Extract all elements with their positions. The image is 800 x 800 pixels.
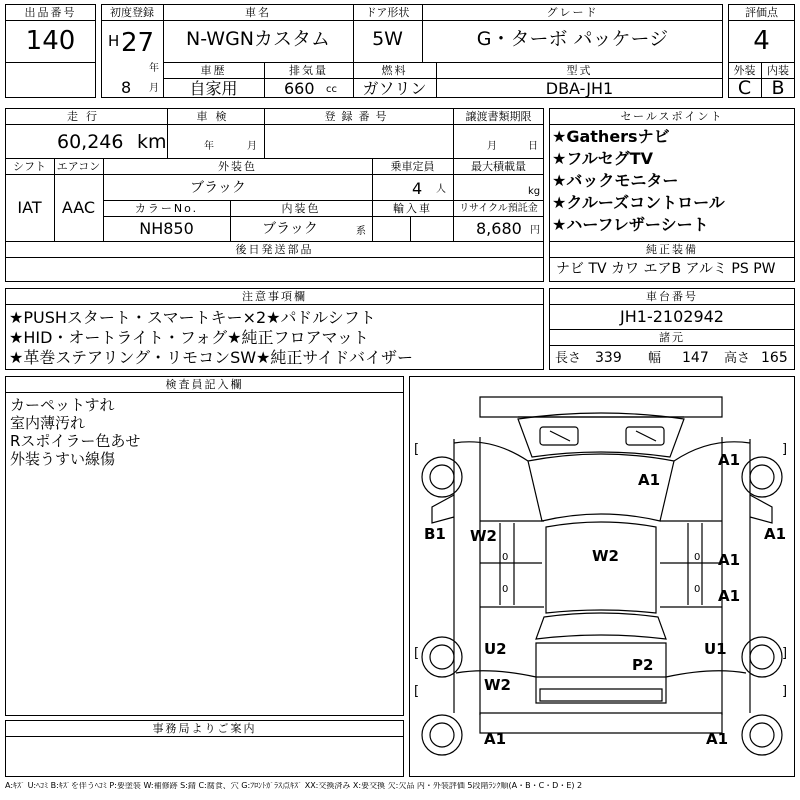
transfer-label: 譲渡書類期限 [465, 110, 532, 123]
sales-points-label: セールスポイント [620, 110, 724, 123]
damage-mark: A1 [764, 525, 787, 543]
ext-grade-label: 外装 [733, 64, 756, 77]
equipment-list: ナビ TV カワ エアB アルミ PS PW [556, 261, 776, 277]
color-no: NH850 [139, 219, 194, 238]
inspector-line: 室内薄汚れ [10, 414, 86, 432]
mileage-label: 走行 [67, 110, 105, 123]
color-no-label: カラーNo. [134, 202, 199, 215]
bracket: ] [782, 646, 788, 661]
int-grade: B [771, 77, 785, 99]
width-value: 147 [682, 350, 709, 366]
height-label: 高さ [724, 351, 751, 366]
inspector-line: カーペットすれ [10, 396, 115, 414]
cc-value: 660 [284, 79, 315, 98]
damage-mark: A1 [718, 451, 741, 469]
sales-point: ★Gathersナビ [552, 127, 670, 146]
damage-mark: A1 [706, 730, 729, 748]
damage-mark: W2 [592, 547, 619, 565]
length-value: 339 [595, 350, 622, 366]
ac: AAC [61, 198, 96, 217]
load-label: 最大積載量 [471, 160, 526, 173]
model-label: 型式 [566, 64, 593, 77]
damage-mark: U2 [484, 640, 507, 658]
height-value: 165 [761, 350, 788, 366]
panel-zero: 0 [694, 552, 701, 563]
regno-label: 登録番号 [324, 110, 393, 123]
capacity-unit: 人 [436, 184, 446, 195]
bracket: [ [414, 646, 420, 661]
panel-zero: 0 [502, 584, 509, 595]
notes-label: 注意事項欄 [242, 290, 307, 303]
sales-point: ★フルセグTV [552, 149, 654, 168]
chassis-label: 車台番号 [646, 290, 698, 303]
note-line: ★HID・オートライト・フォグ★純正フロアマット [9, 328, 369, 347]
exterior-color: ブラック [190, 180, 246, 196]
reg-label: 初度登録 [110, 6, 154, 19]
grade-label: グレード [546, 6, 599, 19]
note-line: ★PUSHスタート・スマートキー×2★パドルシフト [9, 308, 376, 327]
interior-color-label: 内装色 [281, 202, 321, 215]
exterior-color-label: 外装色 [218, 160, 257, 173]
damage-mark: W2 [470, 527, 497, 545]
fuel-label: 燃料 [381, 64, 408, 77]
cc-label: 排気量 [289, 64, 328, 77]
door-type: 5W [372, 28, 403, 50]
grade: G・ターボ パッケージ [476, 28, 669, 50]
recycle-label: リサイクル預託金 [459, 203, 538, 214]
inspector-line: 外装うすい線傷 [10, 450, 116, 468]
damage-mark: W2 [484, 676, 511, 694]
history: 自家用 [189, 79, 238, 98]
recycle: 8,680 [476, 219, 522, 238]
capacity: 4 [412, 179, 423, 198]
damage-mark: P2 [632, 656, 654, 674]
sales-point: ★バックモニター [552, 171, 679, 190]
ac-label: エアコン [56, 160, 101, 173]
length-label: 長さ [555, 351, 582, 366]
office-label: 事務局よりご案内 [152, 722, 257, 735]
bracket: [ [414, 684, 420, 699]
bracket: ] [782, 684, 788, 699]
car-name: N-WGNカスタム [185, 28, 331, 50]
damage-mark: U1 [704, 640, 727, 658]
sales-point: ★ハーフレザーシート [552, 215, 709, 234]
cc-unit: cc [326, 84, 337, 95]
chassis-number: JH1-2102942 [620, 307, 724, 326]
car-diagram [409, 376, 795, 777]
panel-zero: 0 [502, 552, 509, 563]
import-label: 輸入車 [393, 202, 432, 215]
lot-number: 140 [25, 26, 76, 56]
shift-label: シフト [13, 160, 46, 173]
reg-year: 27 [121, 28, 155, 58]
note-line: ★革巻ステアリング・リモコンSW★純正サイドバイザー [9, 348, 413, 367]
width-label: 幅 [648, 351, 662, 366]
lot-label: 出品番号 [24, 6, 77, 19]
inspector-line: Rスポイラー色あせ [10, 432, 141, 450]
interior-color: ブラック [262, 221, 318, 237]
capacity-label: 乗車定員 [390, 160, 435, 173]
reg-month: 8 [121, 78, 132, 97]
car-name-label: 車名 [245, 6, 271, 19]
damage-mark: A1 [638, 471, 661, 489]
history-label: 車歴 [200, 64, 227, 77]
reg-year-unit: 年 [149, 63, 159, 74]
damage-mark: B1 [424, 525, 446, 543]
inspection-label: 車検 [196, 110, 235, 123]
bracket: ] [782, 442, 788, 457]
reg-era: H [108, 32, 120, 50]
dims-label: 諸元 [659, 331, 685, 344]
score-label: 評価点 [745, 6, 778, 19]
damage-mark: A1 [718, 587, 741, 605]
int-grade-label: 内装 [767, 64, 789, 77]
legend: A:ｷｽﾞ U:ﾍｺﾐ B:ｷｽﾞを伴うﾍｺﾐ P:要塗装 W:補修跡 S:錆 C:腐食、穴 G:ﾌﾛﾝﾄｶﾞﾗｽ点ｷｽﾞ XX:交換済み X:要交換 欠:欠品 内・外装評価 5段階ﾗﾝｸ順(A・B・C・D・E) 2 [5, 782, 583, 790]
panel-zero: 0 [694, 584, 701, 595]
notes-list [9, 308, 413, 368]
transfer-month: 月 [487, 141, 497, 152]
load-unit: kg [528, 186, 541, 197]
ext-grade: C [737, 77, 752, 99]
damage-mark: A1 [484, 730, 507, 748]
inspector-notes [10, 396, 140, 468]
inspector-label: 検査員記入欄 [165, 378, 244, 391]
inspection-year-unit: 年 [204, 141, 214, 152]
reg-month-unit: 月 [149, 83, 159, 94]
recycle-unit: 円 [530, 225, 540, 236]
transfer-day: 日 [528, 141, 538, 152]
equipment-label: 純正装備 [646, 243, 698, 256]
sales-point: ★クルーズコントロール [552, 193, 725, 212]
sales-points-list [552, 126, 725, 236]
door-label: ドア形状 [365, 6, 410, 19]
bracket: [ [414, 442, 420, 457]
fuel: ガソリン [362, 79, 427, 98]
model-code: DBA-JH1 [545, 79, 614, 98]
damage-mark: A1 [718, 551, 741, 569]
score: 4 [753, 26, 770, 56]
shift: IAT [17, 198, 42, 217]
inspection-month-unit: 月 [247, 141, 257, 152]
mileage: 60,246 [57, 131, 124, 153]
later-parts-label: 後日発送部品 [235, 243, 314, 256]
interior-suffix: 系 [356, 226, 366, 237]
mileage-unit: km [137, 131, 167, 153]
